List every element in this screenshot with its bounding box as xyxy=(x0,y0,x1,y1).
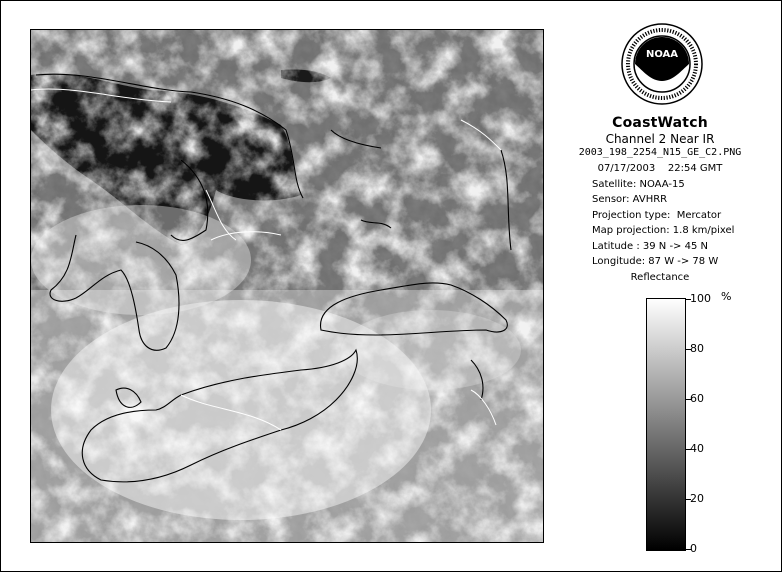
datetime: 07/17/2003 22:54 GMT xyxy=(597,163,723,174)
unit-label: % xyxy=(721,290,732,303)
map-projection: Map projection: 1.8 km/pixel xyxy=(592,225,735,236)
sensor: Sensor: AVHRR xyxy=(592,194,668,205)
colorbar-tick-label: 80 xyxy=(690,342,704,355)
reflectance-colorbar xyxy=(646,298,686,551)
projection-type: Projection type: Mercator xyxy=(592,209,722,221)
noaa-logo-icon xyxy=(621,23,703,105)
file-name: 2003_198_2254_N15_GE_C2.PNG xyxy=(578,147,742,158)
channel-subtitle: Channel 2 Near IR xyxy=(605,132,715,146)
longitude-range: Longitude: 87 W -> 78 W xyxy=(592,256,719,267)
satellite-map xyxy=(30,29,544,543)
title-block xyxy=(560,115,760,159)
colorbar-tick-label: 20 xyxy=(690,492,704,505)
colorbar-tick-label: 40 xyxy=(690,442,704,455)
satellite: Satellite: NOAA-15 xyxy=(592,178,685,190)
colorbar-tick-label: 60 xyxy=(690,392,704,405)
colorbar-tick-label: 100 xyxy=(690,292,711,305)
metadata-block xyxy=(592,161,777,270)
satellite-map-svg xyxy=(31,30,543,542)
colorbar-tick-label: 0 xyxy=(690,542,697,555)
noaa-logo xyxy=(621,23,703,105)
logo-text: NOAA xyxy=(645,49,679,60)
app-title: CoastWatch xyxy=(612,115,708,131)
legend-title: Reflectance xyxy=(630,272,690,283)
latitude-range: Latitude : 39 N -> 45 N xyxy=(592,240,708,252)
